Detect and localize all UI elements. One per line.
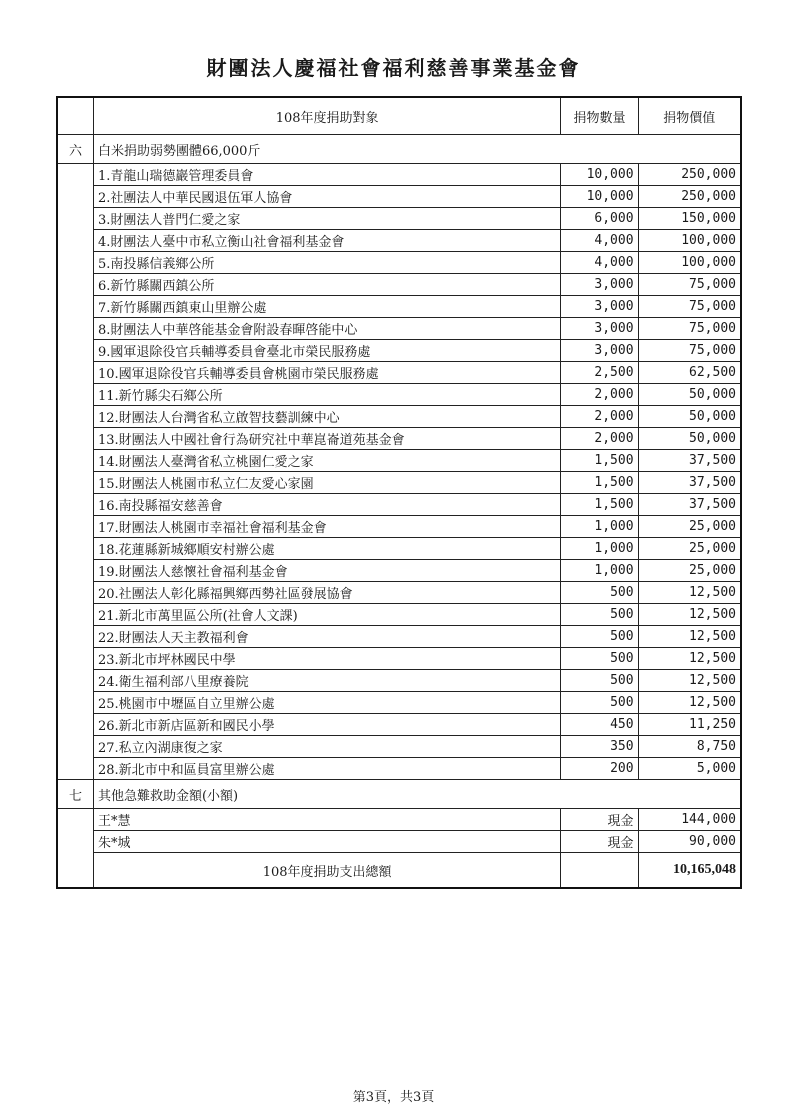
donation-quantity: 1,000 [561, 538, 638, 560]
donation-quantity: 1,500 [561, 450, 638, 472]
section-six-label: 白米捐助弱勢團體66,000斤 [93, 135, 741, 164]
table-row [57, 516, 741, 538]
donation-quantity: 350 [561, 736, 638, 758]
page-number: 第3頁，共3頁 [352, 1090, 435, 1105]
table-header-row [57, 97, 741, 135]
donation-value: 100,000 [638, 252, 741, 274]
table-row [57, 714, 741, 736]
recipient-name: 17.財團法人桃園市幸福社會福利基金會 [93, 516, 560, 538]
donation-value: 12,500 [638, 582, 741, 604]
table-row [57, 252, 741, 274]
section-seven-row [57, 780, 741, 809]
recipient-name: 26.新北市新店區新和國民小學 [93, 714, 560, 736]
donation-value: 12,500 [638, 604, 741, 626]
donation-value: 250,000 [638, 164, 741, 186]
recipient-name: 25.桃園市中壢區自立里辦公處 [93, 692, 560, 714]
table-row [57, 428, 741, 450]
recipient-name: 12.財團法人台灣省私立啟智技藝訓練中心 [93, 406, 560, 428]
recipient-name: 11.新竹縣尖石鄉公所 [93, 384, 560, 406]
donation-quantity: 10,000 [561, 186, 638, 208]
relief-row [57, 809, 741, 831]
recipient-name: 4.財團法人臺中市私立衡山社會福利基金會 [93, 230, 560, 252]
relief-recipient-name: 朱*城 [93, 831, 560, 853]
index-cell-blank [57, 809, 93, 889]
recipient-name: 21.新北市萬里區公所(社會人文課) [93, 604, 560, 626]
recipient-name: 18.花蓮縣新城鄉順安村辦公處 [93, 538, 560, 560]
relief-row [57, 831, 741, 853]
donation-quantity: 450 [561, 714, 638, 736]
table-row [57, 450, 741, 472]
table-row [57, 186, 741, 208]
donation-quantity: 500 [561, 604, 638, 626]
recipient-name: 15.財團法人桃園市私立仁友愛心家園 [93, 472, 560, 494]
donation-value: 37,500 [638, 494, 741, 516]
relief-recipient-name: 王*慧 [93, 809, 560, 831]
table-row [57, 472, 741, 494]
recipient-name: 6.新竹縣關西鎮公所 [93, 274, 560, 296]
table-row [57, 648, 741, 670]
recipient-name: 14.財團法人臺灣省私立桃園仁愛之家 [93, 450, 560, 472]
total-label: 108年度捐助支出總額 [93, 853, 560, 889]
donation-quantity: 1,500 [561, 494, 638, 516]
donation-quantity: 3,000 [561, 318, 638, 340]
table-row [57, 736, 741, 758]
donation-quantity: 2,500 [561, 362, 638, 384]
donation-quantity: 500 [561, 582, 638, 604]
donation-value: 37,500 [638, 450, 741, 472]
recipient-name: 22.財團法人天主教福利會 [93, 626, 560, 648]
donation-quantity: 4,000 [561, 252, 638, 274]
donation-value: 75,000 [638, 318, 741, 340]
table-row [57, 208, 741, 230]
donation-value: 11,250 [638, 714, 741, 736]
donation-value: 25,000 [638, 516, 741, 538]
donation-quantity: 500 [561, 626, 638, 648]
donation-quantity: 500 [561, 670, 638, 692]
relief-value: 90,000 [638, 831, 741, 853]
recipient-name: 3.財團法人普門仁愛之家 [93, 208, 560, 230]
total-value: 10,165,048 [638, 853, 741, 889]
recipient-name: 19.財團法人慈懷社會福利基金會 [93, 560, 560, 582]
recipient-name: 28.新北市中和區員富里辦公處 [93, 758, 560, 780]
table-row [57, 406, 741, 428]
donation-quantity: 500 [561, 648, 638, 670]
donation-value: 62,500 [638, 362, 741, 384]
donation-value: 100,000 [638, 230, 741, 252]
relief-type: 現金 [561, 809, 638, 831]
donation-value: 25,000 [638, 560, 741, 582]
table-row [57, 626, 741, 648]
recipient-name: 24.衛生福利部八里療養院 [93, 670, 560, 692]
recipient-name: 13.財團法人中國社會行為研究社中華崑崙道苑基金會 [93, 428, 560, 450]
table-row [57, 362, 741, 384]
total-row [57, 853, 741, 889]
donation-table [56, 96, 742, 889]
donation-value: 150,000 [638, 208, 741, 230]
index-cell-blank [57, 164, 93, 780]
donation-value: 37,500 [638, 472, 741, 494]
donation-quantity: 4,000 [561, 230, 638, 252]
donation-quantity: 1,000 [561, 516, 638, 538]
section-six-row [57, 135, 741, 164]
total-quantity-blank [561, 853, 638, 889]
header-target: 108年度捐助對象 [93, 97, 560, 135]
recipient-name: 16.南投縣福安慈善會 [93, 494, 560, 516]
donation-quantity: 1,500 [561, 472, 638, 494]
donation-value: 50,000 [638, 406, 741, 428]
section-six-index: 六 [57, 135, 93, 164]
table-row [57, 538, 741, 560]
donation-quantity: 10,000 [561, 164, 638, 186]
donation-value: 12,500 [638, 626, 741, 648]
relief-type: 現金 [561, 831, 638, 853]
table-row [57, 692, 741, 714]
donation-value: 25,000 [638, 538, 741, 560]
table-row [57, 560, 741, 582]
relief-value: 144,000 [638, 809, 741, 831]
recipient-name: 1.青龍山瑞德巖管理委員會 [93, 164, 560, 186]
table-row [57, 604, 741, 626]
document-title: 財團法人慶福社會福利慈善事業基金會 [206, 56, 581, 80]
donation-value: 12,500 [638, 692, 741, 714]
recipient-name: 8.財團法人中華啓能基金會附設春暉啓能中心 [93, 318, 560, 340]
table-row [57, 582, 741, 604]
section-seven-index: 七 [57, 780, 93, 809]
header-value: 捐物價值 [638, 97, 741, 135]
table-row [57, 296, 741, 318]
table-row [57, 274, 741, 296]
donation-value: 12,500 [638, 648, 741, 670]
recipient-name: 10.國軍退除役官兵輔導委員會桃園市榮民服務處 [93, 362, 560, 384]
table-row [57, 384, 741, 406]
table-row [57, 340, 741, 362]
donation-quantity: 6,000 [561, 208, 638, 230]
donation-value: 75,000 [638, 340, 741, 362]
recipient-name: 7.新竹縣關西鎮東山里辦公處 [93, 296, 560, 318]
donation-value: 75,000 [638, 296, 741, 318]
header-index-cell [57, 97, 93, 135]
table-row [57, 164, 741, 186]
donation-quantity: 2,000 [561, 406, 638, 428]
donation-value: 12,500 [638, 670, 741, 692]
donation-quantity: 1,000 [561, 560, 638, 582]
recipient-name: 2.社團法人中華民國退伍軍人協會 [93, 186, 560, 208]
recipient-name: 23.新北市坪林國民中學 [93, 648, 560, 670]
donation-value: 75,000 [638, 274, 741, 296]
table-row [57, 230, 741, 252]
donation-quantity: 3,000 [561, 274, 638, 296]
donation-quantity: 2,000 [561, 384, 638, 406]
recipient-name: 27.私立內湖康復之家 [93, 736, 560, 758]
donation-value: 250,000 [638, 186, 741, 208]
donation-quantity: 3,000 [561, 340, 638, 362]
recipient-name: 5.南投縣信義鄉公所 [93, 252, 560, 274]
donation-quantity: 200 [561, 758, 638, 780]
donation-quantity: 500 [561, 692, 638, 714]
donation-value: 5,000 [638, 758, 741, 780]
table-row [57, 318, 741, 340]
recipient-name: 9.國軍退除役官兵輔導委員會臺北市榮民服務處 [93, 340, 560, 362]
header-quantity: 捐物數量 [561, 97, 638, 135]
donation-value: 8,750 [638, 736, 741, 758]
donation-value: 50,000 [638, 384, 741, 406]
table-row [57, 494, 741, 516]
table-row [57, 670, 741, 692]
donation-value: 50,000 [638, 428, 741, 450]
table-row [57, 758, 741, 780]
section-seven-label: 其他急難救助金額(小額) [93, 780, 741, 809]
donation-quantity: 2,000 [561, 428, 638, 450]
recipient-name: 20.社團法人彰化縣福興鄉西勢社區發展協會 [93, 582, 560, 604]
donation-quantity: 3,000 [561, 296, 638, 318]
